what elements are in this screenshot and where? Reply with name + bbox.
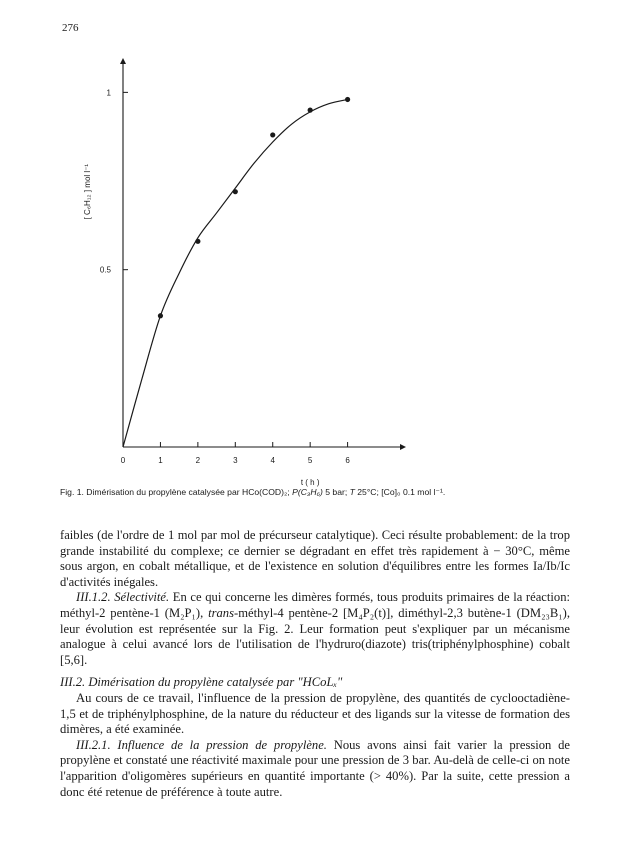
caption-pressure: P(C₃H₆) <box>292 487 323 497</box>
subsection-heading-selectivity: III.1.2. Sélectivité. <box>76 590 170 605</box>
x-tick-label: 0 <box>120 456 126 465</box>
fitted-curve <box>123 99 348 447</box>
paragraph-pressure <box>60 738 570 800</box>
paragraph-instability: faibles (de l'ordre de 1 mol par mol de précurseur catalytique). Ceci résulte probablement: de la trop grande instabilité du complexe; ce dernier se dégradant en effet très rapidement à − 30°C, même sous argon, en cobalt métallique, et de l'existence en solution d'équilibres entre les formes Ia/Ib/Ic d'activités inégales. <box>60 528 570 589</box>
paragraph-influence: Au cours de ce travail, l'influence de la pression de propylène, des quantités de cyclooctadiène-1,5 et de triphénylphosphine, de la nature du réducteur et des ligands sur la vitesse de formation des dimères, a été examinée. <box>60 690 570 737</box>
x-tick-label: 4 <box>270 456 275 465</box>
y-tick-label: 0.5 <box>99 265 111 275</box>
selectivity-text-a: En ce qui concerne les dimères formés, tous produits primaires de la réaction: méthyl-2 pentène-1 (M₂P₁), <box>60 590 570 620</box>
data-point <box>195 239 200 244</box>
selectivity-text-b: -méthyl-4 pentène-2 [M₄P₂(t)], diméthyl-2,3 butène-1 (DM₂₃B₁), leur évolution est représentée sur la Fig. 2. Leur formation peut s'expliquer par un mécanisme analogue à celui avancé lors de l'utilisation de l'hydruro(diazote) tris(triphénylphosphine) cobalt [5,6]. <box>60 605 570 667</box>
data-point <box>308 108 313 113</box>
caption-lead: Fig. 1. Dimérisation du propylène catalysée par HCo(COD)₂; <box>60 487 290 497</box>
x-tick-label: 1 <box>158 456 163 465</box>
pressure-text: Nous avons ainsi fait varier la pression de propylène et constaté une réactivité maximale pour une pression de 3 bar. Au-delà de celle-ci on note l'apparition d'oligomères supérieurs en quantité importante (> 40%). Par la suite, cette pression a donc été retenue de préférence à toute autre. <box>60 737 571 799</box>
trans-prefix: trans <box>208 605 235 620</box>
caption-mid: 5 bar; <box>325 487 348 497</box>
subsection-heading-pressure: III.2.1. Influence de la pression de propylène. <box>76 737 327 752</box>
x-tick-label: 3 <box>233 456 238 465</box>
x-tick-label: 5 <box>307 456 313 465</box>
section-heading: III.2. Dimérisation du propylène catalysée par "HCoLₓ" <box>60 675 343 690</box>
dimerization-kinetics-chart <box>60 52 420 487</box>
x-axis-label: t ( h ) <box>300 478 320 487</box>
x-tick-label: 2 <box>195 456 201 465</box>
paragraph-selectivity <box>60 590 570 668</box>
y-axis-arrow <box>120 58 126 64</box>
y-axis-label: [ C₆H₁₂ ] mol l⁻¹ <box>83 163 92 220</box>
caption-temp-symbol: T <box>349 487 355 497</box>
data-point <box>345 97 350 102</box>
data-point <box>270 132 275 137</box>
body-text <box>60 528 570 800</box>
x-tick-label: 6 <box>345 456 350 465</box>
figure-caption <box>60 487 570 498</box>
x-axis-arrow <box>400 444 406 450</box>
page-number: 276 <box>62 22 79 34</box>
y-tick-label: 1 <box>106 88 111 98</box>
caption-tail: 25°C; [Co]₀ 0.1 mol l⁻¹. <box>357 487 446 497</box>
data-point <box>158 313 163 318</box>
data-point <box>233 189 238 194</box>
